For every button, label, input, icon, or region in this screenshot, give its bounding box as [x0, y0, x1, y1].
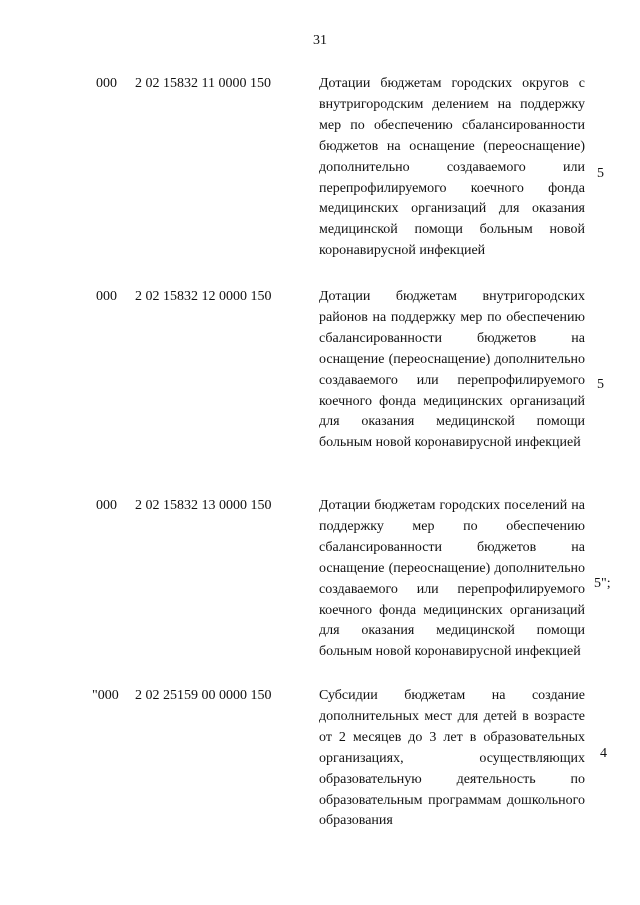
- revenue-description: Дотации бюджетам городских округов с внутригородским делением на поддержку мер по обеспечению сбалансированности бюджетов на оснащение (переоснащение) дополнительно создаваемого или перепрофилируемого коечного фонда медицинских организаций для оказания медицинской помощи больным новой коронавирусной инфекцией: [319, 76, 585, 259]
- code-prefix: 000: [96, 289, 117, 304]
- amount-value: 5: [597, 377, 604, 392]
- budget-classification-code: 2 02 15832 11 0000 150: [135, 76, 271, 91]
- budget-classification-code: 2 02 15832 12 0000 150: [135, 289, 272, 304]
- revenue-description: Дотации бюджетам внутригородских районов на поддержку мер по обеспечению сбалансированности бюджетов на оснащение (переоснащение) дополнительно создаваемого или перепрофилируемого коечного фонда медицинских организаций для оказания медицинской помощи больным новой коронавирусной инфекцией: [319, 289, 585, 451]
- budget-classification-code: 2 02 15832 13 0000 150: [135, 498, 272, 513]
- code-prefix: "000: [92, 688, 119, 703]
- page-number: 31: [313, 33, 327, 48]
- revenue-description: Субсидии бюджетам на создание дополнительных мест для детей в возрасте от 2 месяцев до 3 лет в образовательных организациях, осуществляющих образовательную деятельность по образовательным программам дошкольного образования: [319, 688, 585, 829]
- amount-value: 5: [597, 166, 604, 181]
- code-prefix: 000: [96, 498, 117, 513]
- revenue-description: Дотации бюджетам городских поселений на поддержку мер по обеспечению сбалансированности бюджетов на оснащение (переоснащение) дополнительно создаваемого или перепрофилируемого коечного фонда медицинских организаций для оказания медицинской помощи больным новой коронавирусной инфекцией: [319, 498, 585, 660]
- amount-value: 5";: [594, 576, 611, 591]
- code-prefix: 000: [96, 76, 117, 91]
- budget-classification-code: 2 02 25159 00 0000 150: [135, 688, 272, 703]
- amount-value: 4: [600, 746, 607, 761]
